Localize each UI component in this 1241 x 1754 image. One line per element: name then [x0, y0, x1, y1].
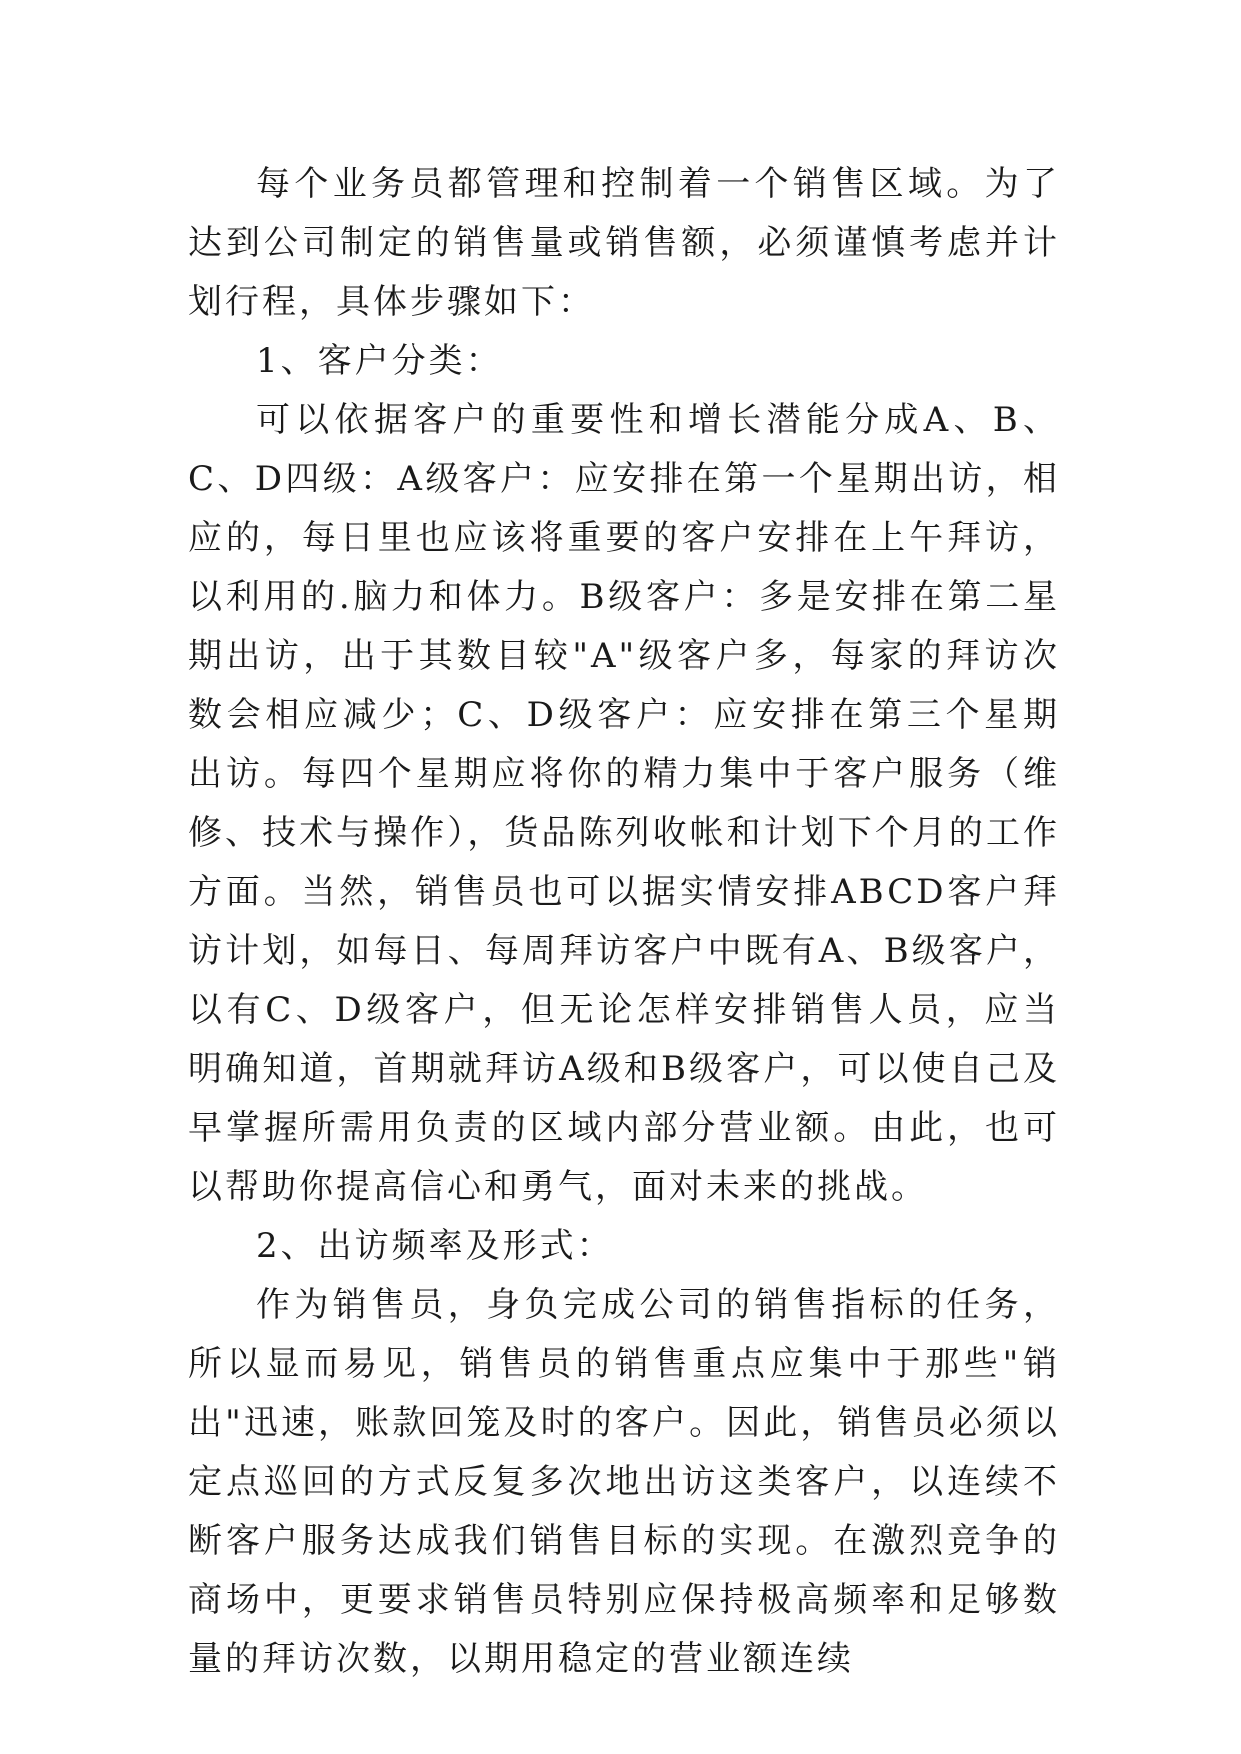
document-body: [188, 155, 1060, 1689]
intro-paragraph: 每个业务员都管理和控制着一个销售区域。为了达到公司制定的销售量或销售额，必须谨慎考虑并计划行程，具体步骤如下：: [188, 164, 1060, 322]
customer-classification-paragraph: 可以依据客户的重要性和增长潜能分成A、B、C、D四级：A级客户：应安排在第一个星期出访，相应的，每日里也应该将重要的客户安排在上午拜访，以利用的.脑力和体力。B级客户：多是安排在第二星期出访，出于其数目较"A"级客户多，每家的拜访次数会相应减少；C、D级客户：应安排在第三个星期出访。每四个星期应将你的精力集中于客户服务（维修、技术与操作），货品陈列收帐和计划下个月的工作方面。当然，销售员也可以据实情安排ABCD客户拜访计划，如每日、每周拜访客户中既有A、B级客户，以有C、D级客户，但无论怎样安排销售人员，应当明确知道，首期就拜访A级和B级客户，可以使自己及早掌握所需用负责的区域内部分营业额。由此，也可以帮助你提高信心和勇气，面对未来的挑战。: [188, 400, 1060, 1207]
section-heading-visit-frequency: 2、出访频率及形式：: [256, 1226, 614, 1266]
section-heading-customer-classification: 1、客户分类：: [256, 341, 503, 381]
visit-frequency-paragraph: 作为销售员，身负完成公司的销售指标的任务，所以显而易见，销售员的销售重点应集中于那些"销出"迅速，账款回笼及时的客户。因此，销售员必须以定点巡回的方式反复多次地出访这类客户，以连续不断客户服务达成我们销售目标的实现。在激烈竞争的商场中，更要求销售员特别应保持极高频率和足够数量的拜访次数，以期用稳定的营业额连续: [188, 1285, 1060, 1679]
